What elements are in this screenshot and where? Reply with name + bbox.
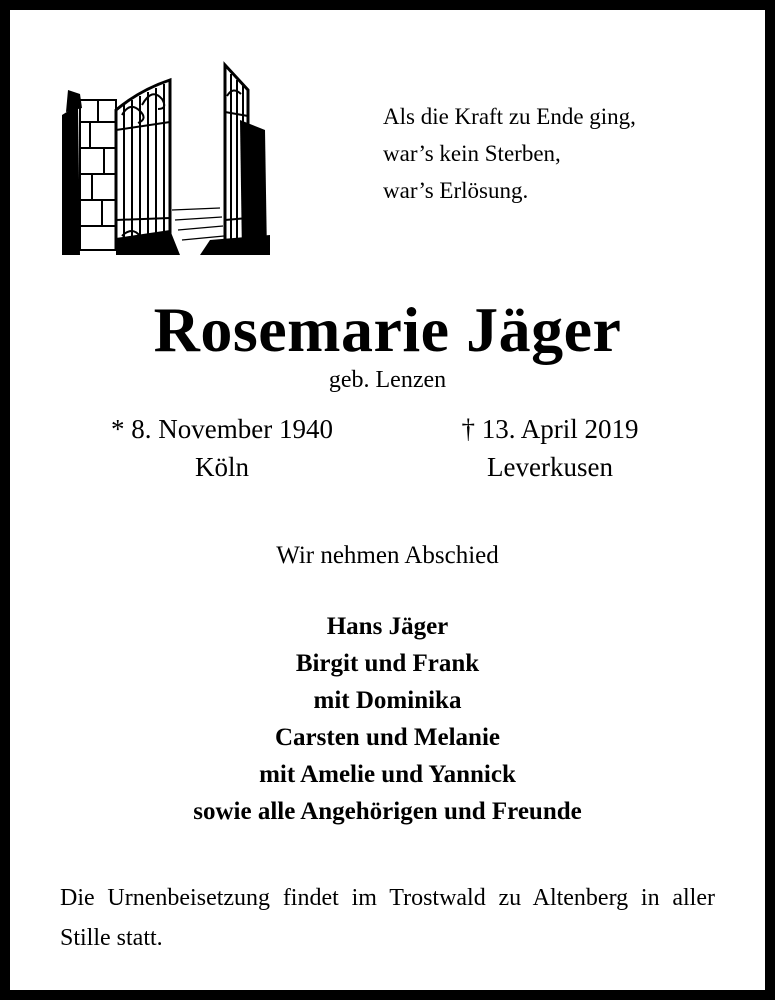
birth-info xyxy=(52,410,392,486)
mourner: Birgit und Frank xyxy=(295,650,480,677)
verse-line-1: Als die Kraft zu Ende ging, xyxy=(383,104,636,129)
death-info xyxy=(380,410,720,486)
mourners-list xyxy=(10,608,765,830)
farewell-text: Wir nehmen Abschied xyxy=(276,542,499,569)
mourner: sowie alle Angehörigen und Freunde xyxy=(193,798,582,825)
mourner: mit Amelie und Yannick xyxy=(259,761,516,788)
mourner: Carsten und Melanie xyxy=(275,724,500,751)
verse xyxy=(383,98,636,209)
death-place: Leverkusen xyxy=(487,452,613,482)
obituary-card xyxy=(10,10,765,990)
verse-line-3: war’s Erlösung. xyxy=(383,178,529,203)
birth-place: Köln xyxy=(195,452,249,482)
burial-notice: Die Urnenbeisetzung findet im Trostwald zu Altenberg in aller Stille statt. xyxy=(60,885,715,951)
deceased-name: Rosemarie Jäger xyxy=(153,294,622,365)
verse-line-2: war’s kein Sterben, xyxy=(383,141,561,166)
death-date: † 13. April 2019 xyxy=(461,414,639,444)
maiden-name: geb. Lenzen xyxy=(328,367,447,393)
open-gate-icon xyxy=(60,60,270,255)
mourner: Hans Jäger xyxy=(326,613,449,640)
mourner: mit Dominika xyxy=(313,687,462,714)
birth-date: * 8. November 1940 xyxy=(111,414,333,444)
